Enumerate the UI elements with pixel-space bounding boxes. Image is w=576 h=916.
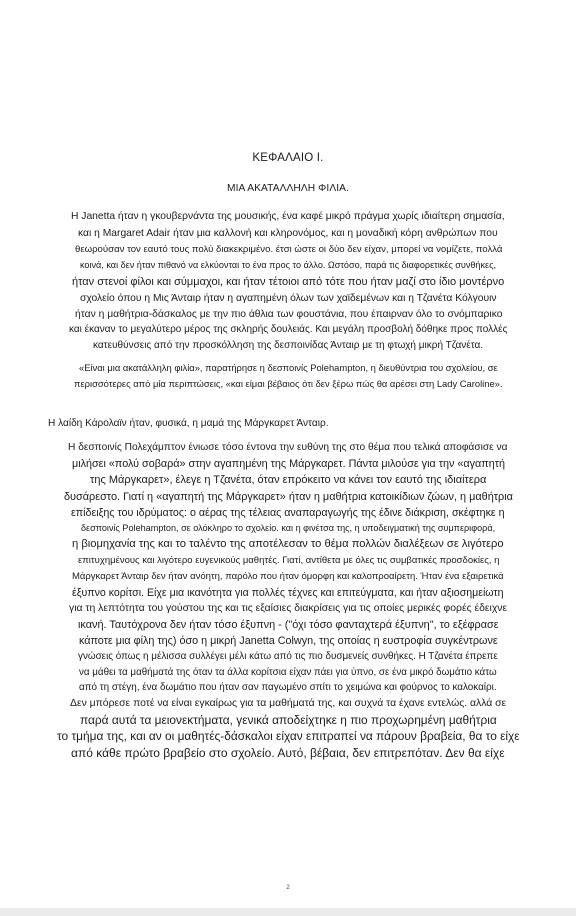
body-line: δεσποινίς Polehampton, σε ολόκληρο το σχολείο. και η φινέτσα της, η υποδειγματική της συμπεριφορά, — [81, 523, 496, 533]
body-line: κοινά, και δεν ήταν πιθανό να ελκύονται το ένα προς το άλλο. Ωστόσο, παρά τις διαφορετικές συνθήκες, — [80, 260, 496, 270]
body-line: Μάργκαρετ Άνταιρ δεν ήταν ανόητη, παρόλο που ήταν όμορφη και καλοπροαίρετη. Ήταν ένα εξαιρετικά — [72, 571, 504, 582]
body-line: κατευθύνσεις από την προσκόλληση της δεσποινίδας Άνταιρ με τη φτωχή μικρή Τζανέτα. — [93, 340, 484, 351]
body-line: και έκαναν το μεγαλύτερο μέρος της σκληρής δουλειάς. Και μεγάλη προσβολή δόθηκε προς πολλές — [69, 324, 508, 335]
body-line: Η δεσποινίς Πολεχάμπτον ένιωσε τόσο έντονα την ευθύνη της στο θέμα που τελικά αποφάσισε να — [68, 442, 508, 453]
body-line: Δεν μπόρεσε ποτέ να είναι εγκαίρως για τα μαθήματά της, και συχνά τα έχανε εντελώς. αλλά σε — [70, 698, 507, 709]
body-line: επίδειξης του ιδρύματος: ο αέρας της τέλειας αναπαραγωγής της έδινε διάκριση, σκέφτηκε η — [71, 507, 505, 519]
body-line: γνώσεις όπως η μέλισσα συλλέγει μέλι κάτω από τις πιο δυσμενείς συνθήκες. Η Τζανέτα έπρεπε — [78, 651, 498, 662]
body-line: ήταν η μαθήτρια-δάσκαλος με την πιο άθλια των φουστάνια, που έπαιρναν όλο το σνόμπαρικο — [75, 309, 503, 320]
body-line: για τη λεπτότητα του γούστου της και τις εξαίσιες διακρίσεις για τις οποίες μερικές φορές έδειχνε — [69, 603, 508, 614]
body-line: παρά αυτά τα μειονεκτήματα, γενικά αποδείχτηκε η πιο προχωρημένη μαθήτρια — [80, 713, 497, 727]
body-line: έξυπνο κορίτσι. Είχε μια ικανότητα για πολλές τέχνες και επιτεύγματα, και ήταν αξιοσημείωτη — [72, 587, 504, 599]
body-line: της Μάργκαρετ», έλεγε η Τζανέτα, όταν επρόκειτο να κάνει τον εαυτό της ιδιαίτερα — [90, 474, 487, 486]
page-bottom-edge — [0, 908, 576, 916]
body-line: Η λαίδη Κάρολαϊν ήταν, φυσικά, η μαμά της Μάργκαρετ Άνταιρ. — [48, 418, 329, 429]
body-line: από κάθε πρώτο βραβείο στο σχολείο. Αυτό, βέβαια, δεν επιτρεπόταν. Δεν θα είχε — [71, 746, 505, 760]
body-line: θεωρούσαν τον εαυτό τους πολύ διακεκριμένο. έτσι ώστε οι δύο δεν είχαν, μπορεί να νομίζετε, πολλά — [75, 244, 503, 255]
body-line: δυσάρεστο. Γιατί η «αγαπητή της Μάργκαρετ» ήταν η μαθήτρια κατοικίδιων ζώων, η μαθήτρια — [64, 491, 513, 503]
chapter-title: ΜΙΑ ΑΚΑΤΑΛΛΗΛΗ ΦΙΛΙΑ. — [227, 183, 349, 194]
body-line: ήταν στενοί φίλοι και σύμμαχοι, και ήταν τέτοιοι από τότε που ήταν μαζί στο ίδιο μοντέρνο — [72, 276, 505, 288]
body-line: και η Margaret Adair ήταν μια καλλονή και κληρονόμος, και η μοναδική κόρη ανθρώπων που — [78, 228, 498, 239]
body-line: Η Janetta ήταν η γκουβερνάντα της μουσικής, ένα καφέ μικρό πράγμα χωρίς ιδιαίτερη σημασία, — [71, 211, 505, 222]
chapter-heading: ΚΕΦΑΛΑΙΟ Ι. — [252, 152, 324, 164]
body-line: σχολείο όπου η Μις Άνταιρ ήταν η αγαπημένη όλων των χαϊδεμένων και η Τζανέτα Κόλγουιν — [80, 293, 497, 304]
body-line: κάποτε μια φίλη της) όσο η μικρή Janetta Colwyn, της οποίας η ευστροφία συγκέντρωνε — [79, 635, 498, 647]
body-line: από τη στέγη, ένα δωμάτιο που ήταν σαν παγωμένο σπίτι το χειμώνα και φούρνος το καλοκαίρι. — [79, 682, 497, 693]
body-line: επιτυχημένους και λιγότερο ευγενικούς μαθητές. Γιατί, αντίθετα με όλες τις συμβατικές προσδοκίες, η — [78, 555, 500, 566]
body-line: η βιομηχανία της και το ταλέντο της αποτέλεσαν το θέμα πολλών διαλέξεων σε λιγότερο — [72, 538, 504, 550]
body-line: περισσότερες από μία περιπτώσεις, «και είμαι βέβαιος ότι δεν ξέρω πώς θα αρέσει στη Lady Caroline». — [74, 378, 503, 389]
body-line: ικανή. Ταυτόχρονα δεν ήταν τόσο έξυπνη - ("όχι τόσο φανταχτερά έξυπνη", το εξέφρασε — [78, 619, 499, 631]
page-number: 2 — [286, 885, 290, 891]
body-line: το τμήμα της, και αν οι μαθητές-δάσκαλοι είχαν επιτραπεί να πάρουν βραβεία, θα το είχε — [57, 729, 520, 743]
body-line: να μάθει τα μαθήματά της όταν τα άλλα κορίτσια είχαν πάει για ύπνο, σε ένα μικρό δωμάτιο κάτω — [79, 667, 497, 678]
body-line: «Είναι μια ακατάλληλη φιλία», παρατήρησε η δεσποινίς Polehampton, η διευθύντρια του σχολείου, σε — [79, 362, 498, 373]
body-line: μιλήσει «πολύ σοβαρά» στην αγαπημένη της Μάργκαρετ. Πάντα μιλούσε για την «αγαπητή — [72, 458, 505, 470]
